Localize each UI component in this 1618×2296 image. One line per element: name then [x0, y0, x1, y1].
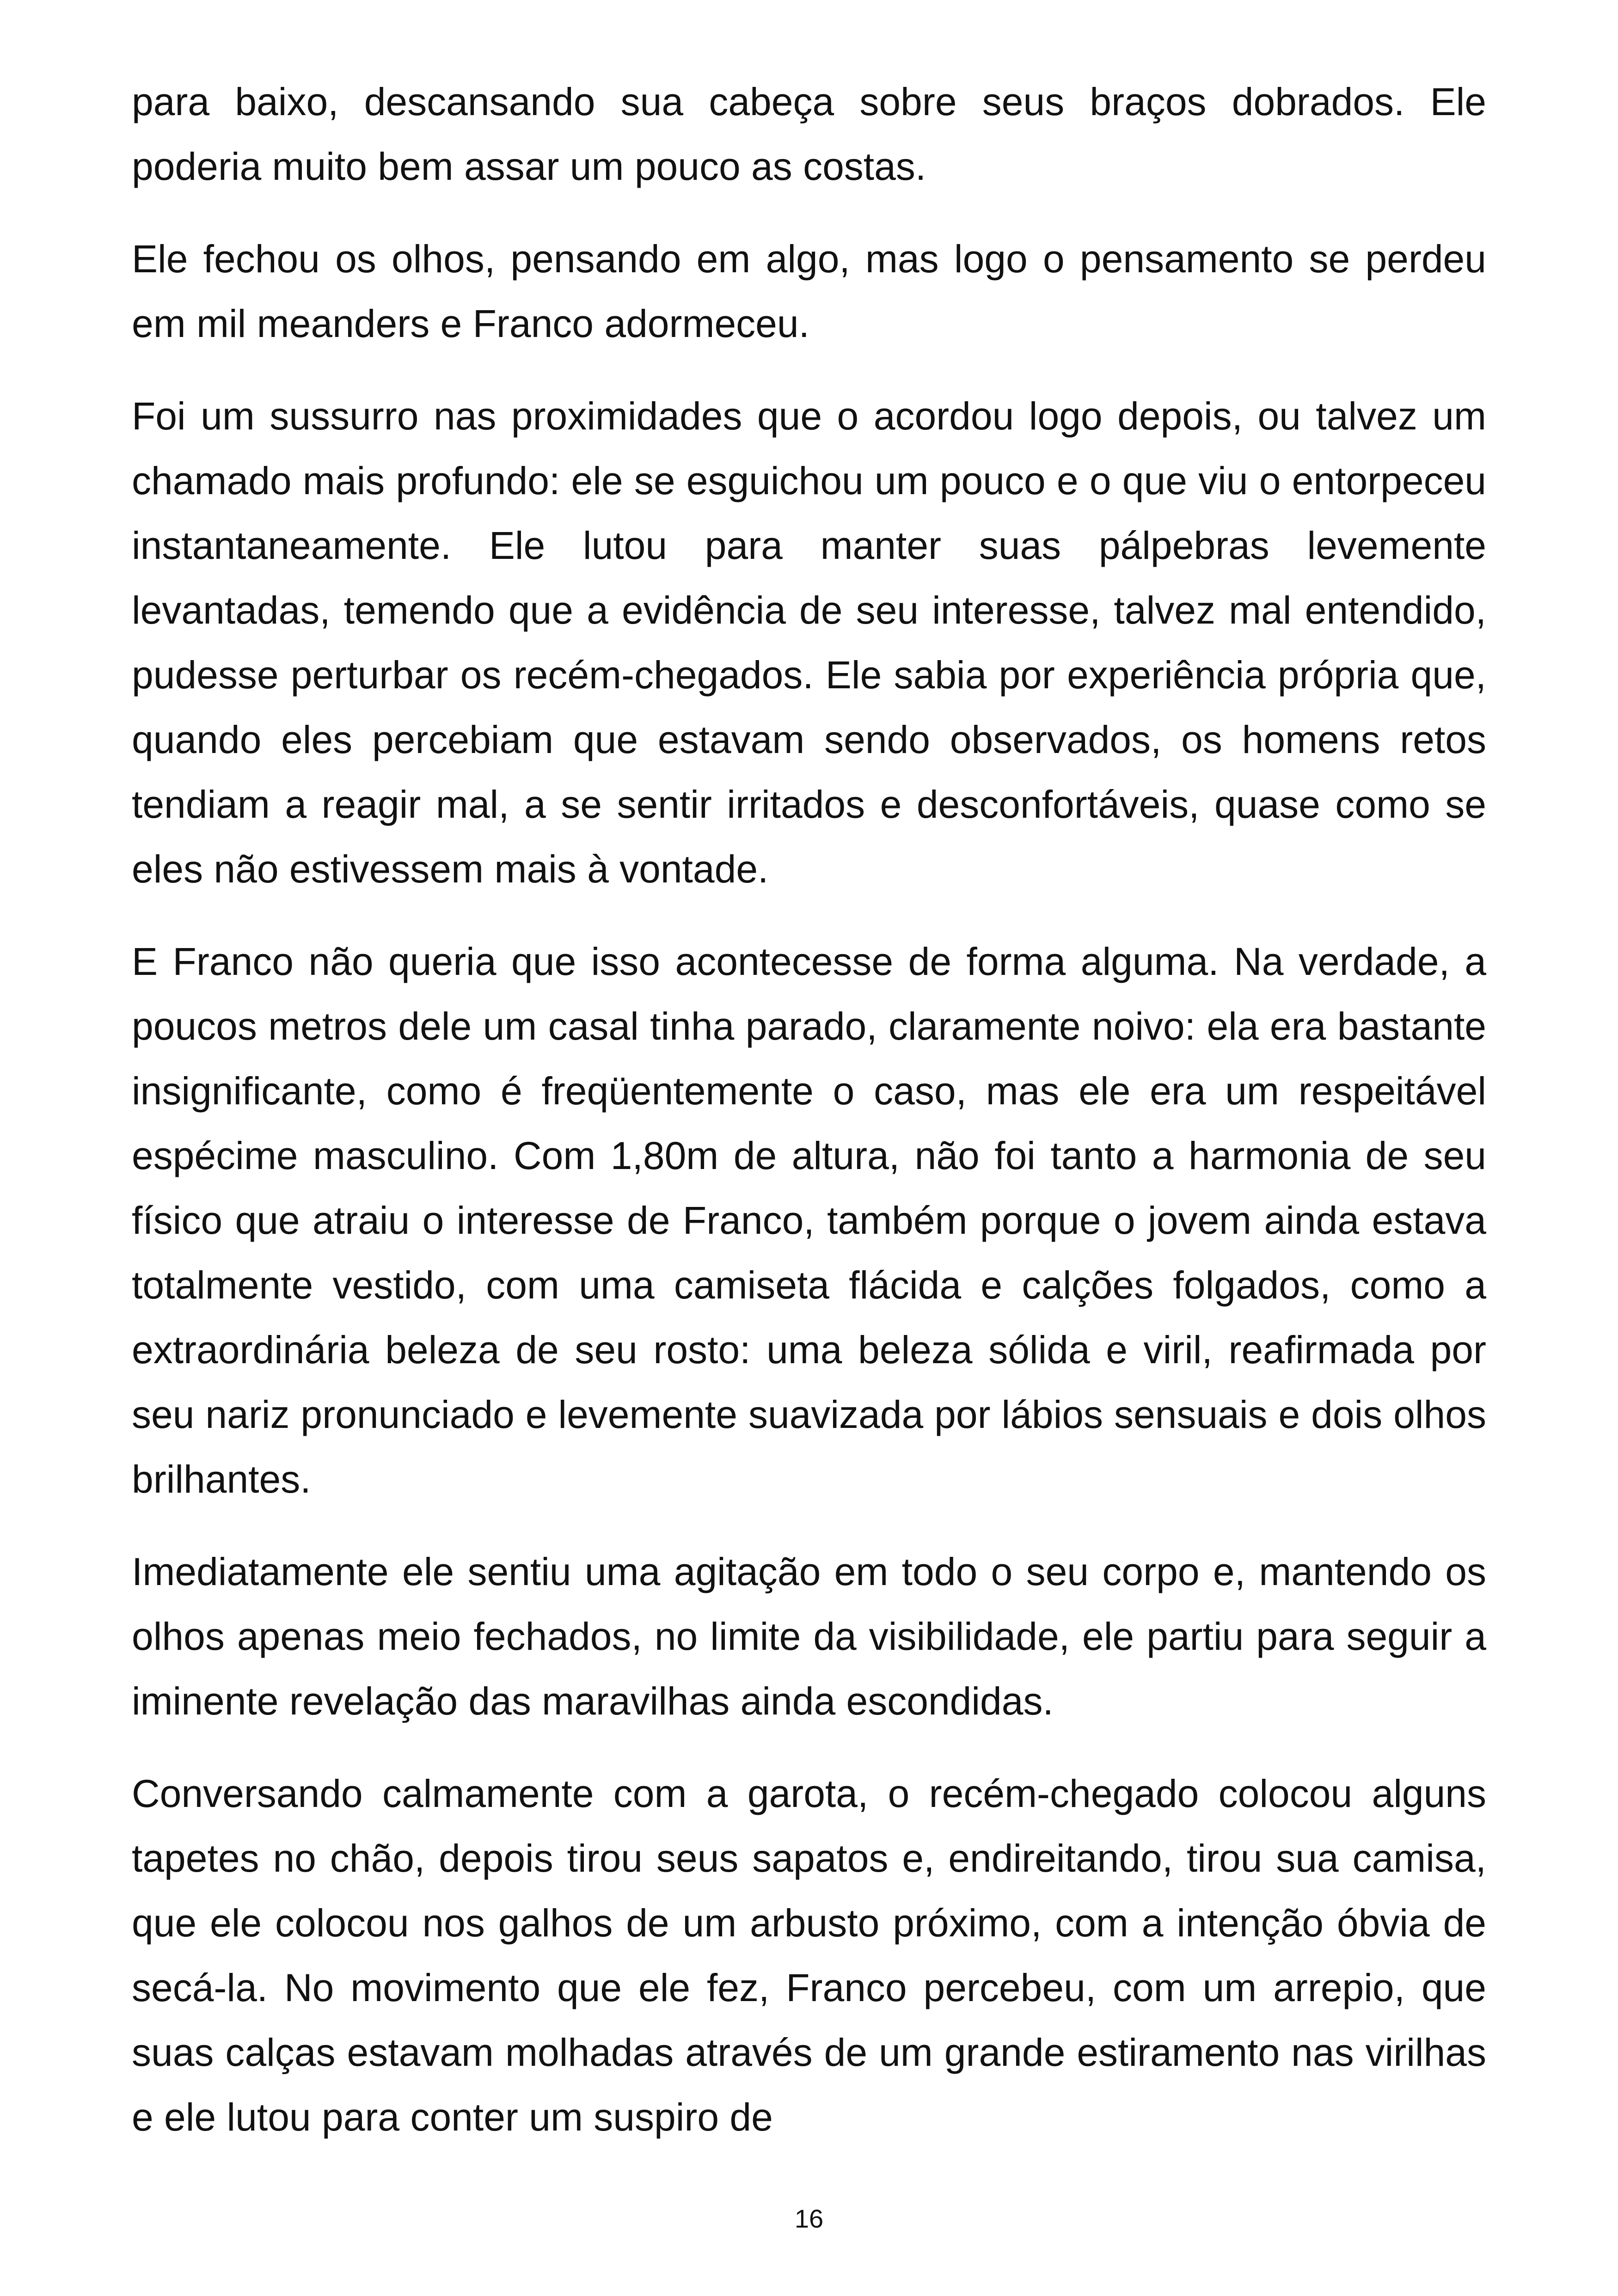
- paragraph: Ele fechou os olhos, pensando em algo, mas logo o pensamento se perdeu em mil meanders e Franco adormeceu.: [132, 237, 1486, 345]
- paragraph: Imediatamente ele sentiu uma agitação em todo o seu corpo e, mantendo os olhos apenas meio fechados, no limite da visibilidade, ele partiu para seguir a iminente revelação das maravilhas ainda escondidas.: [132, 1550, 1486, 1723]
- paragraph: Conversando calmamente com a garota, o recém-chegado colocou alguns tapetes no chão, depois tirou seus sapatos e, endireitando, tirou sua camisa, que ele colocou nos galhos de um arbusto próximo, com a intenção óbvia de secá-la. No movimento que ele fez, Franco percebeu, com um arrepio, que suas calças estavam molhadas através de um grande estiramento nas virilhas e ele lutou para conter um suspiro de: [132, 1772, 1486, 2139]
- page-body: [132, 69, 1486, 2177]
- page-number: 16: [794, 2204, 824, 2233]
- paragraph: para baixo, descansando sua cabeça sobre seus braços dobrados. Ele poderia muito bem assar um pouco as costas.: [132, 80, 1486, 188]
- paragraph: E Franco não queria que isso acontecesse de forma alguma. Na verdade, a poucos metros dele um casal tinha parado, claramente noivo: ela era bastante insignificante, como é freqüentemente o caso, mas ele era um respeitável espécime masculino. Com 1,80m de altura, não foi tanto a harmonia de seu físico que atraiu o interesse de Franco, também porque o jovem ainda estava totalmente vestido, com uma camiseta flácida e calções folgados, como a extraordinária beleza de seu rosto: uma beleza sólida e viril, reafirmada por seu nariz pronunciado e levemente suavizada por lábios sensuais e dois olhos brilhantes.: [132, 940, 1486, 1501]
- paragraph: Foi um sussurro nas proximidades que o acordou logo depois, ou talvez um chamado mais profundo: ele se esguichou um pouco e o que viu o entorpeceu instantaneamente. Ele lutou para manter suas pálpebras levemente levantadas, temendo que a evidência de seu interesse, talvez mal entendido, pudesse perturbar os recém-chegados. Ele sabia por experiência própria que, quando eles percebiam que estavam sendo observados, os homens retos tendiam a reagir mal, a se sentir irritados e desconfortáveis, quase como se eles não estivessem mais à vontade.: [132, 394, 1486, 891]
